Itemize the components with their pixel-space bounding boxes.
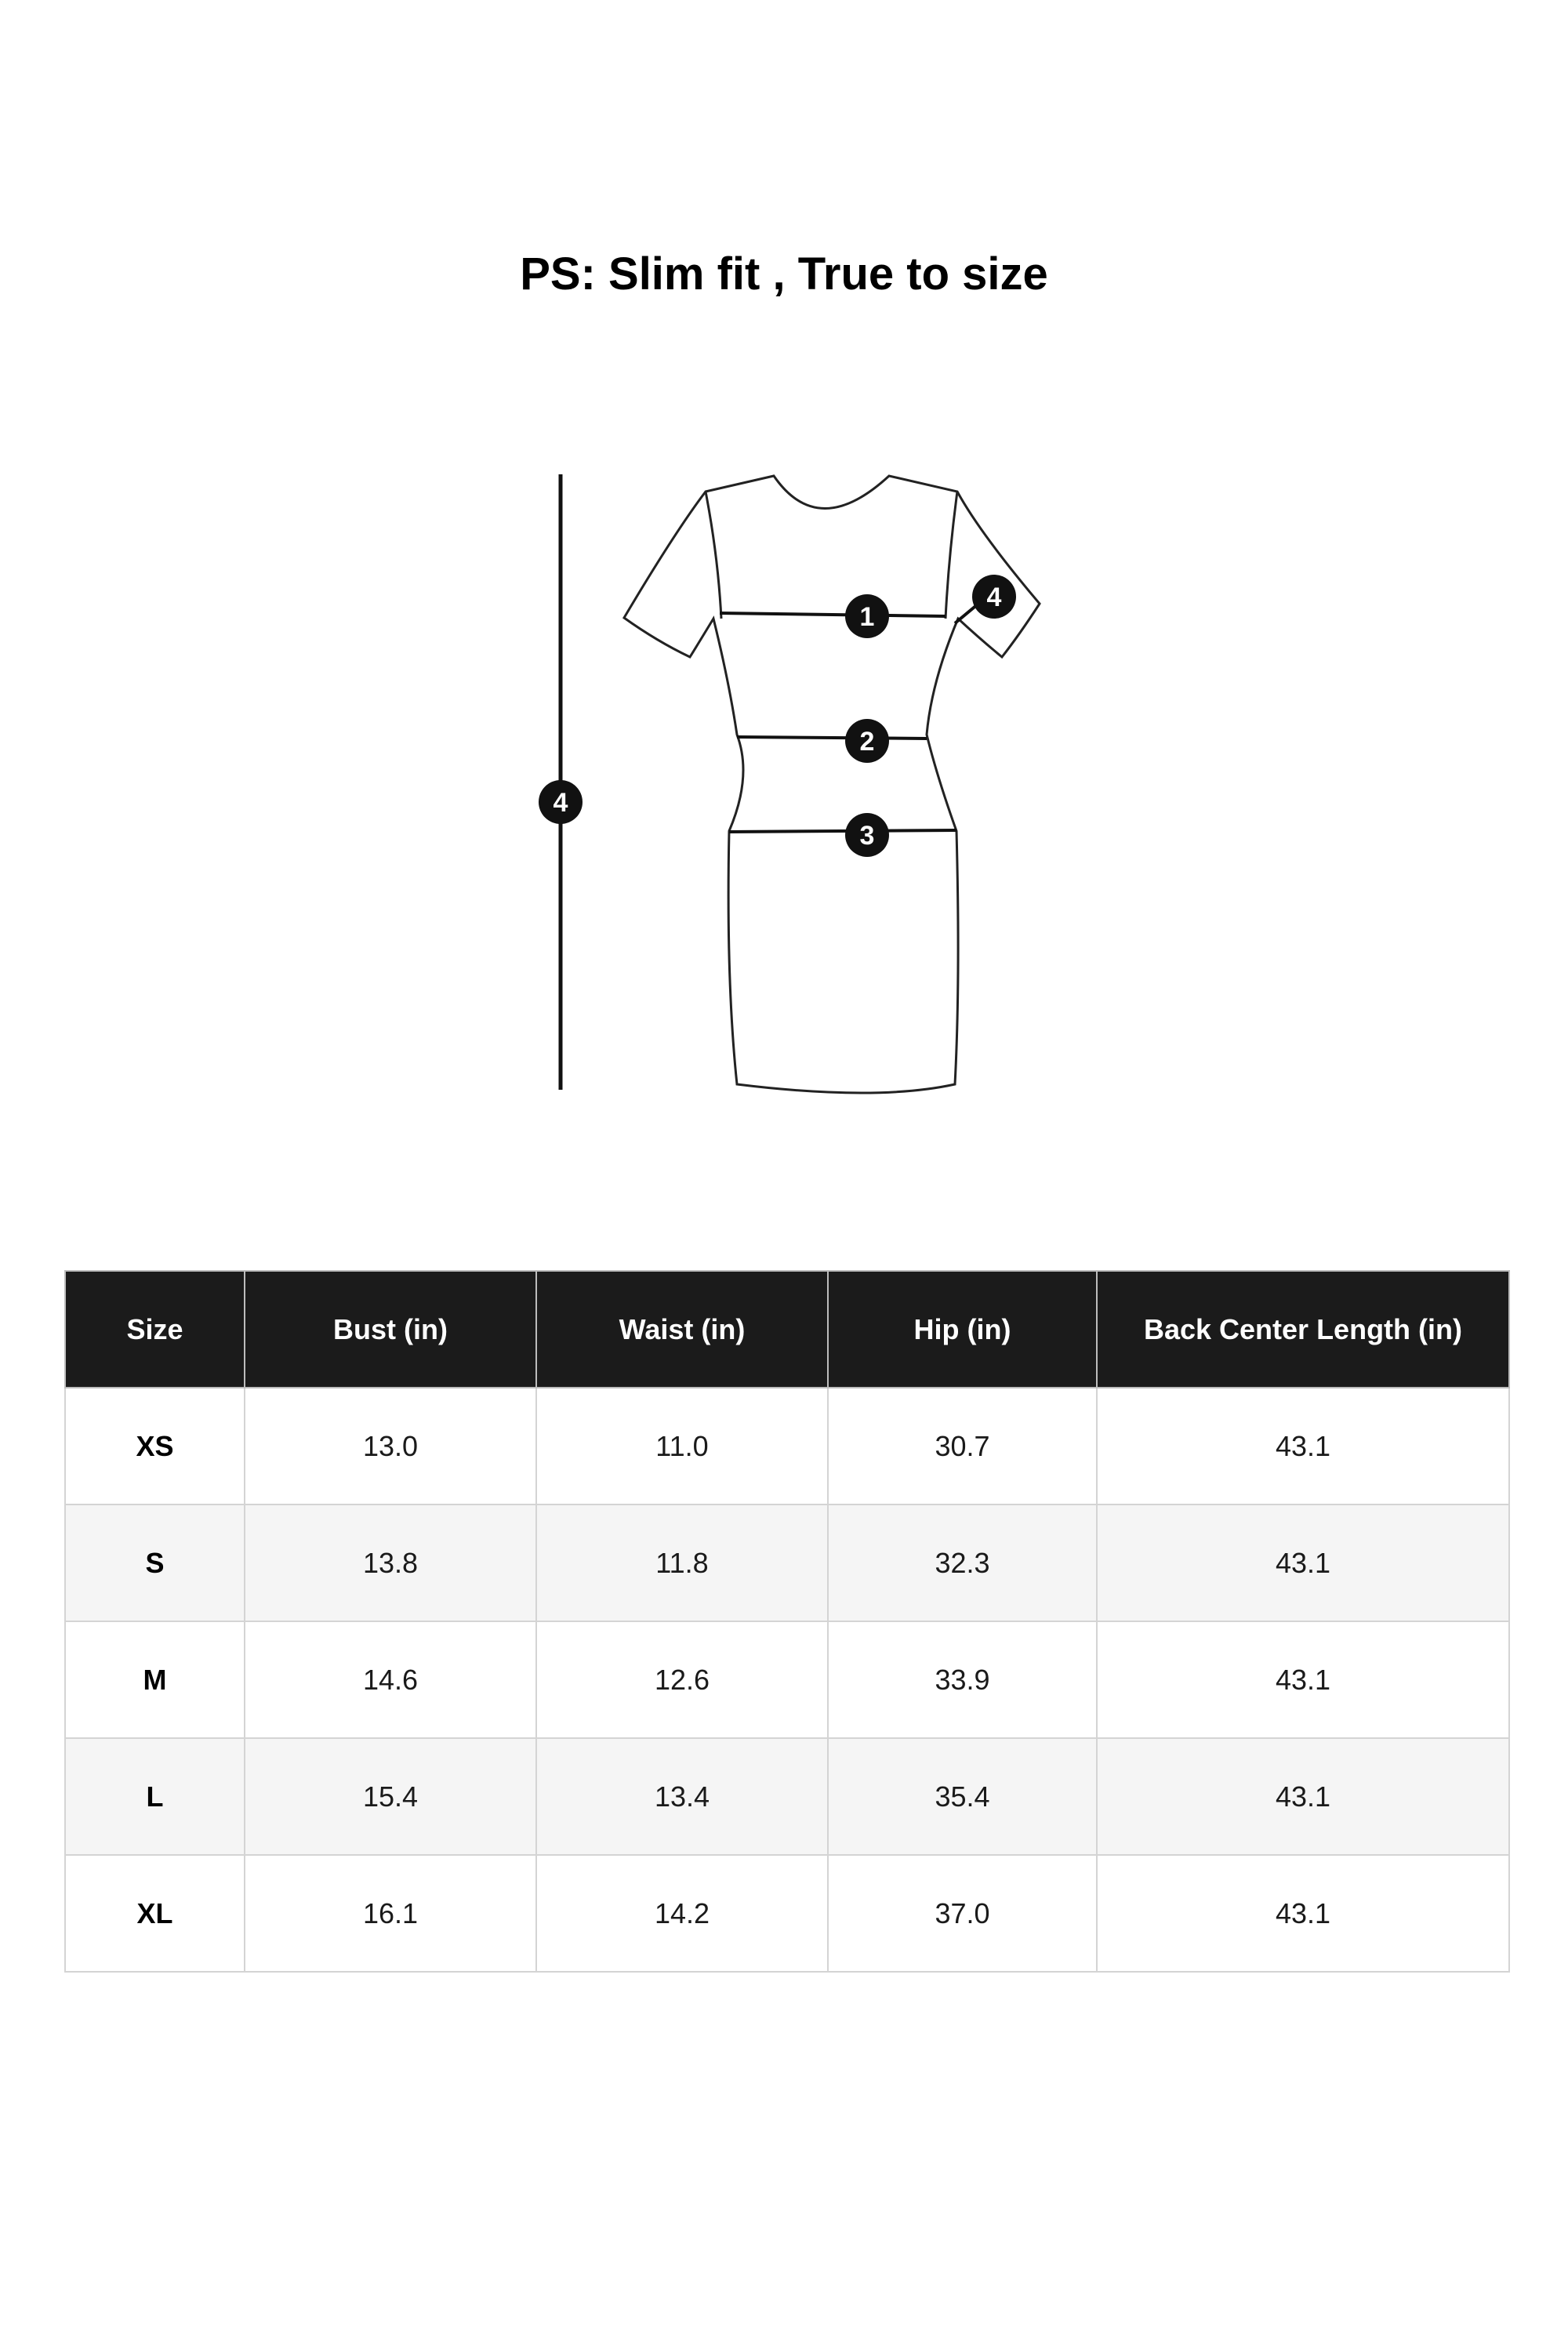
table-row <box>65 1855 1509 1972</box>
cell-bust: 16.1 <box>245 1855 536 1972</box>
marker-length-label: 4 <box>553 788 568 818</box>
header-bust: Bust (in) <box>245 1271 536 1388</box>
cell-size: XS <box>65 1388 245 1504</box>
cell-length: 43.1 <box>1097 1504 1509 1621</box>
table-row <box>65 1738 1509 1855</box>
cell-size: S <box>65 1504 245 1621</box>
cell-bust: 15.4 <box>245 1738 536 1855</box>
cell-length: 43.1 <box>1097 1388 1509 1504</box>
cell-size: L <box>65 1738 245 1855</box>
cell-waist: 11.8 <box>536 1504 828 1621</box>
header-back-center-length: Back Center Length (in) <box>1097 1271 1509 1388</box>
cell-hip: 35.4 <box>828 1738 1097 1855</box>
cell-waist: 12.6 <box>536 1621 828 1738</box>
table-row <box>65 1504 1509 1621</box>
marker-waist <box>845 719 889 763</box>
hip-line <box>729 830 956 832</box>
cell-hip: 32.3 <box>828 1504 1097 1621</box>
cell-bust: 14.6 <box>245 1621 536 1738</box>
cell-hip: 30.7 <box>828 1388 1097 1504</box>
header-waist: Waist (in) <box>536 1271 828 1388</box>
cell-length: 43.1 <box>1097 1738 1509 1855</box>
marker-waist-label: 2 <box>859 727 875 757</box>
dress-outline <box>624 476 1040 1093</box>
marker-hip <box>845 813 889 857</box>
cell-bust: 13.0 <box>245 1388 536 1504</box>
header-hip: Hip (in) <box>828 1271 1097 1388</box>
dress-outline-icon <box>502 439 1066 1145</box>
table-row <box>65 1621 1509 1738</box>
dress-measurement-diagram <box>502 439 1066 1145</box>
size-chart-table <box>64 1270 1510 1973</box>
table-header-row <box>65 1271 1509 1388</box>
waist-line <box>737 737 927 739</box>
marker-hip-label: 3 <box>859 821 875 851</box>
marker-bust <box>845 594 889 638</box>
marker-sleeve-label: 4 <box>986 583 1002 612</box>
cell-size: XL <box>65 1855 245 1972</box>
marker-sleeve <box>972 575 1016 619</box>
cell-size: M <box>65 1621 245 1738</box>
marker-length <box>539 780 583 824</box>
cell-waist: 14.2 <box>536 1855 828 1972</box>
cell-bust: 13.8 <box>245 1504 536 1621</box>
header-size: Size <box>65 1271 245 1388</box>
cell-hip: 37.0 <box>828 1855 1097 1972</box>
cell-length: 43.1 <box>1097 1621 1509 1738</box>
cell-hip: 33.9 <box>828 1621 1097 1738</box>
cell-waist: 11.0 <box>536 1388 828 1504</box>
table-row <box>65 1388 1509 1504</box>
cell-length: 43.1 <box>1097 1855 1509 1972</box>
marker-bust-label: 1 <box>859 602 875 632</box>
page-title: PS: Slim fit , True to size <box>520 249 1048 299</box>
cell-waist: 13.4 <box>536 1738 828 1855</box>
